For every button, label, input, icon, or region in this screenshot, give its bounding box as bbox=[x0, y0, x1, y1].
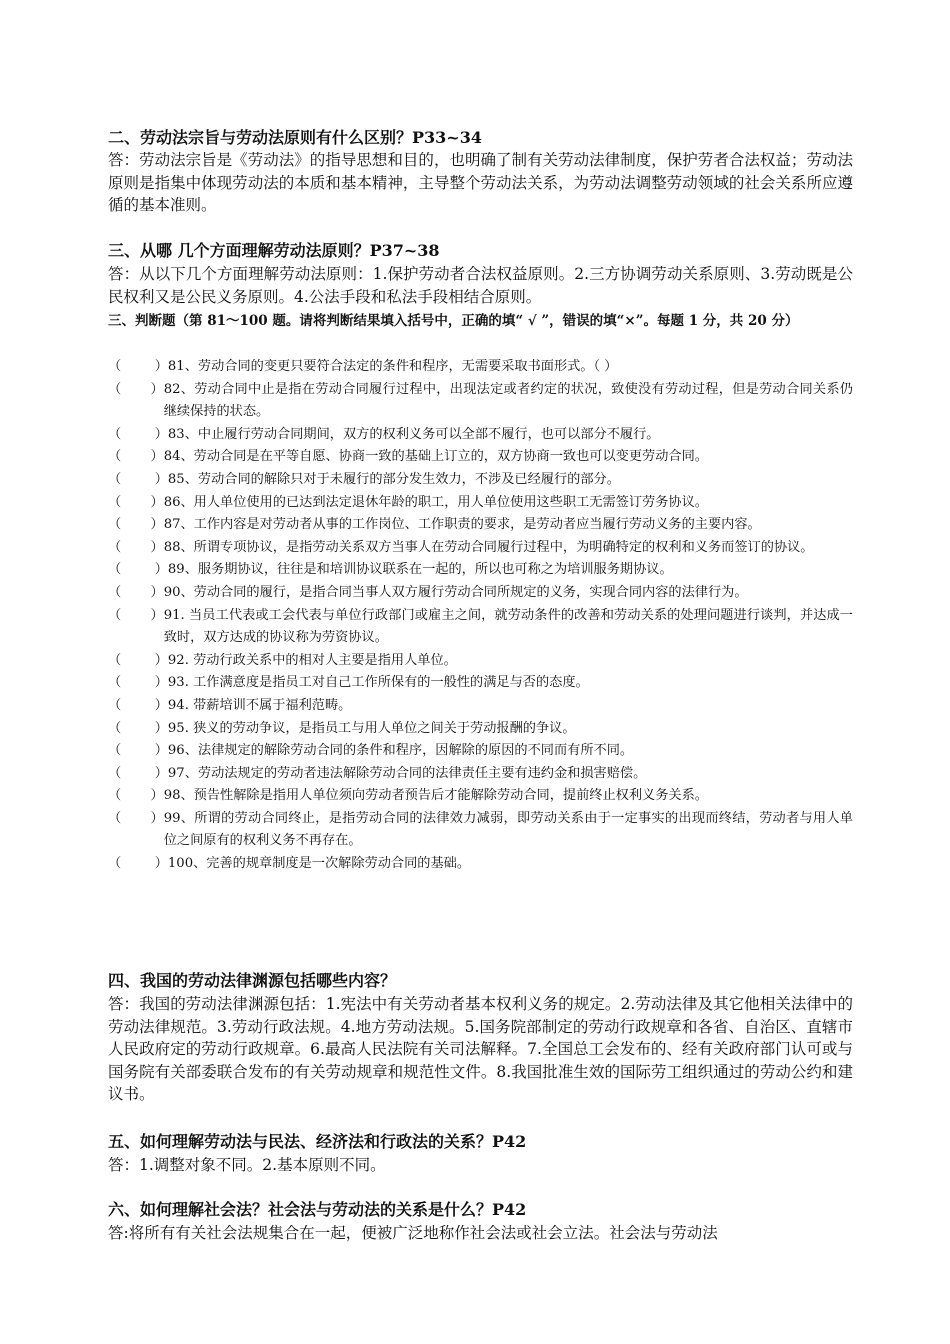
judgement-item bbox=[108, 672, 853, 695]
judgement-item-text: 97、劳动法规定的劳动者违法解除劳动合同的法律责任主要有违约金和损害赔偿。 bbox=[167, 765, 647, 781]
answer-bracket: （ ） bbox=[108, 449, 164, 465]
judgement-item-text: 94. 带薪培训不属于福利范畴。 bbox=[167, 697, 352, 713]
judgement-item-text: 95. 狭义的劳动争议，是指员工与用人单位之间关于劳动报酬的争议。 bbox=[167, 720, 576, 736]
judgement-item-text: 93. 工作满意度是指员工对自己工作所保有的一般性的满足与否的态度。 bbox=[167, 675, 589, 691]
answer-bracket: （ ） bbox=[108, 562, 168, 578]
section-2-title: 二、劳动法宗旨与劳动法原则有什么区别？P33~34 bbox=[108, 128, 482, 147]
section-5-title: 五、如何理解劳动法与民法、经济法和行政法的关系？P42 bbox=[108, 1132, 527, 1151]
answer-bracket: （ ） bbox=[108, 471, 168, 487]
answer-bracket: （ ） bbox=[108, 810, 164, 826]
judgement-item bbox=[108, 424, 853, 447]
section-4-answer: 答：我国的劳动法律渊源包括：1.宪法中有关劳动者基本权利义务的规定。2.劳动法律及其它他相关法律中的劳动法律规范。3.劳动行政法规。4.地方劳动法规。5.国务院部制定的劳动行政规章和各省、自治区、直辖市人民政府定的劳动行政规章。6.最高人民法院有关司法解释。7.全国总工会发布的、经有关政府部门认可或与国务院有关部委联合发布的有关劳动规章和规范性文件。8.我国批准生效的国际劳工组织通过的劳动公约和建议书。 bbox=[108, 995, 853, 1103]
judgement-item-text: 81、劳动合同的变更只要符合法定的条件和程序，无需要采取书面形式。（ ） bbox=[167, 359, 618, 374]
judgement-item bbox=[108, 785, 853, 808]
judgement-item bbox=[108, 379, 853, 424]
judgement-item bbox=[108, 695, 853, 718]
judgement-item bbox=[108, 853, 853, 876]
judgement-item-text: 88、所谓专项协议，是指劳动关系双方当事人在劳动合同履行过程中，为明确特定的权利和义务而签订的协议。 bbox=[163, 539, 814, 555]
judgement-item bbox=[108, 605, 853, 650]
answer-bracket: （ ） bbox=[108, 788, 164, 804]
answer-bracket: （ ） bbox=[108, 607, 164, 623]
judgement-item bbox=[108, 763, 853, 786]
judgement-item bbox=[108, 356, 853, 379]
judgement-item bbox=[108, 650, 853, 673]
section-3-answer: 答：从以下几个方面理解劳动法原则：1.保护劳动者合法权益原则。2.三方协调劳动关系原则、3.劳动既是公民权利又是公民义务原则。4.公法手段和私法手段相结合原则。 bbox=[108, 265, 853, 306]
section-3-title: 三、从哪 几个方面理解劳动法原则？P37~38 bbox=[108, 241, 440, 260]
judgement-item bbox=[108, 514, 853, 537]
judgement-item bbox=[108, 718, 853, 741]
answer-bracket: （ ） bbox=[108, 494, 164, 510]
judgement-item-text: 100、完善的规章制度是一次解除劳动合同的基础。 bbox=[167, 856, 471, 872]
judgement-item-text: 90、劳动合同的履行，是指合同当事人双方履行劳动合同所规定的义务，实现合同内容的法律行为。 bbox=[163, 584, 748, 600]
answer-bracket: （ ） bbox=[108, 743, 168, 759]
section-4-title: 四、我国的劳动法律渊源包括哪些内容？ bbox=[108, 971, 397, 990]
judgement-item-text: 89、服务期协议，往往是和培训协议联系在一起的，所以也可称之为培训服务期协议。 bbox=[167, 562, 673, 578]
answer-bracket: （ ） bbox=[108, 720, 168, 736]
judgement-item-text: 98、预告性解除是指用人单位须向劳动者预告后才能解除劳动合同，提前终止权利义务关系。 bbox=[163, 788, 708, 804]
judgement-item-text: 96、法律规定的解除劳动合同的条件和程序，因解除的原因的不同而有所不同。 bbox=[167, 743, 634, 759]
judgement-item-text: 82、劳动合同中止是指在劳动合同履行过程中，出现法定或者约定的状况，致使没有劳动过程，但是劳动合同关系仍继续保持的状态。 bbox=[163, 381, 853, 420]
answer-bracket: （ ） bbox=[108, 652, 168, 668]
judgement-items-list bbox=[108, 356, 853, 876]
answer-bracket: （ ） bbox=[108, 765, 168, 781]
answer-bracket: （ ） bbox=[108, 856, 168, 872]
judgement-item-text: 92. 劳动行政关系中的相对人主要是指用人单位。 bbox=[167, 652, 457, 668]
judgement-item bbox=[108, 537, 853, 560]
judgement-item-text: 86、用人单位使用的已达到法定退休年龄的职工，用人单位使用这些职工无需签订劳务协议。 bbox=[163, 494, 708, 510]
judgement-item-text: 83、中止履行劳动合同期间，双方的权利义务可以全部不履行，也可以部分不履行。 bbox=[167, 426, 660, 442]
section-6-answer: 答:将所有有关社会法规集合在一起，便被广泛地称作社会法或社会立法。社会法与劳动法 bbox=[108, 1224, 718, 1242]
answer-bracket: （ ） bbox=[108, 697, 168, 713]
judgement-item bbox=[108, 492, 853, 515]
answer-bracket: （ ） bbox=[108, 426, 168, 442]
judgement-item bbox=[108, 559, 853, 582]
judgement-item-text: 99、所谓的劳动合同终止，是指劳动合同的法律效力减弱，即劳动关系由于一定事实的出现而终结，劳动者与用人单位之间原有的权利义务不再存在。 bbox=[163, 810, 853, 849]
judgement-item bbox=[108, 740, 853, 763]
judgement-item-text: 85、劳动合同的解除只对于未履行的部分发生效力，不涉及已经履行的部分。 bbox=[167, 471, 620, 487]
answer-bracket: （ ） bbox=[108, 584, 164, 600]
answer-bracket: （ ） bbox=[108, 675, 168, 691]
judgement-section-title: 三、判断题（第 81～100 题。请将判断结果填入括号中，正确的填“ √ ”，错误的填“×”。每题 1 分，共 20 分） bbox=[108, 313, 799, 329]
judgement-item-text: 84、劳动合同是在平等自愿、协商一致的基础上订立的，双方协商一致也可以变更劳动合同。 bbox=[163, 449, 708, 465]
section-5-answer: 答：1.调整对象不同。2.基本原则不同。 bbox=[108, 1156, 386, 1174]
judgement-item bbox=[108, 582, 853, 605]
judgement-item bbox=[108, 469, 853, 492]
judgement-item-text: 87、工作内容是对劳动者从事的工作岗位、工作职责的要求，是劳动者应当履行劳动义务的主要内容。 bbox=[163, 517, 761, 533]
judgement-item bbox=[108, 446, 853, 469]
section-2-answer: 答：劳动法宗旨是《劳动法》的指导思想和目的，也明确了制有关劳动法律制度，保护劳者合法权益；劳动法原则是指集中体现劳动法的本质和基本精神，主导整个劳动法关系，为劳动法调整劳动领域的社会关系所应遵循的基本准则。 bbox=[108, 151, 853, 214]
section-6-title: 六、如何理解社会法？社会法与劳动法的关系是什么？P42 bbox=[108, 1200, 527, 1219]
judgement-item-text: 91. 当员工代表或工会代表与单位行政部门或雇主之间，就劳动条件的改善和劳动关系的处理问题进行谈判，并达成一致时，双方达成的协议称为劳资协议。 bbox=[163, 607, 853, 646]
judgement-item bbox=[108, 808, 853, 853]
answer-bracket: （ ） bbox=[108, 359, 168, 374]
answer-bracket: （ ） bbox=[108, 517, 164, 533]
answer-bracket: （ ） bbox=[108, 381, 164, 397]
answer-bracket: （ ） bbox=[108, 539, 164, 555]
